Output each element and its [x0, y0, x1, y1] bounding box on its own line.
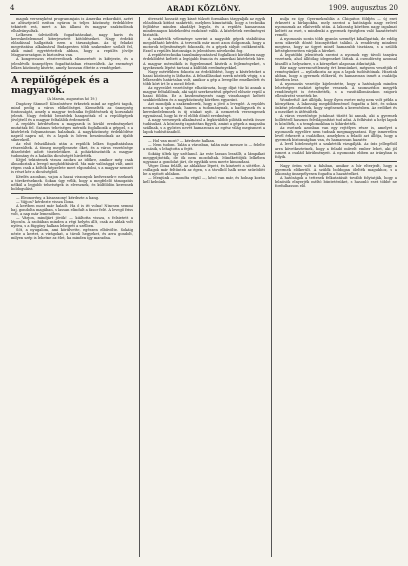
paragraph: Az egyesület vezetősége elhatározta, hogy díjat tűz ki annak a magyar feltalálónak, aki saját szerkesztésű gépével először repül a hazai földön. Ez a kezdeményezés nagy visszhangot keltett szakkörökben és a nagyközönség körében egyaránt.: [143, 85, 265, 102]
paragraph: — Nem tudom. Talán a városban, talán már messze is — felelte a másik, s lehajtotta a fejét.: [143, 143, 265, 152]
paragraph: — Vájjon? kérdezte vissza Ilona.: [16, 199, 75, 204]
paragraph: Az első felszállások után a repülők lelkes fogadtatásban részesültek. A tömeg megéljenezte őket, és a város vezetősége díszebédet adott tiszteletükre. A pohárköszöntők a magyar tudomány és a haladás dicsőségét hirdették.: [11, 142, 133, 159]
paragraph: Sokáig ültek így szótlanul. Az este lassan leszállt, a lámpákat meggyújtották, de ők nem mozdultak. Mindkettőjük lelkében ugyanaz a gondolat járt, de egyikük sem merte kimondani.: [143, 151, 265, 164]
paragraph: A szakértők véleménye szerint a nagyobb gépek stabilitása megoldható kérdés. A tervezők már most azon dolgoznak, hogy a motorok teljesítményét fokozzák, és a gépek súlyát csökkentsék. Ezzel a repülés biztonsága is jelentősen növekedni fog.: [143, 37, 265, 54]
paragraph: Azt mondják a szakemberek, hogy a jövő a levegőé. A repülés nemcsak a sportnak, hanem a tudománynak, a hadügynek és a kereskedelemnek is új utakat nyit. A nemzetek versengenek egymással, hogy ki ér el előbb döntő eredményt.: [143, 101, 265, 119]
paragraph: A város vezetősége jutalmat tűzött ki annak, aki a gyermek hollétéről hasznos felvilágosítást tud adni. A felhívást a helyi lapok is közölték, s a templomokban is kihirdették.: [275, 114, 397, 127]
column-divider: [271, 17, 272, 557]
paragraph: A nyomozás vezetője kijelentette, hogy a hatóságok minden lehetséges eszközt igénybe vesznek. A szomszédos megyék rendőrségét is értesítették, s a vasútállomásokon szigorú ellenőrzést vezettek be.: [275, 81, 397, 98]
paragraph: A nyomozás során több gyanús személyt kihallgattak, de eddig nem sikerült döntő bizonyítékot találni. A rendőrség mindent megtesz, hogy az ügyet minél hamarabb tisztázza, s a szülők kétségbeesetten várják a híreket.: [275, 37, 397, 54]
paragraph: A kertben most már haladt. Ha ő is itt volna! Nincsen semmi baj, gondolta magában, s lassan elindult a fasor felé. A levegő friss volt, a nap már lemenőben.: [11, 203, 133, 216]
article-byline: (A Marsin, augusztus hó 19.): [47, 96, 97, 101]
paragraph: Kéjjel tekintenek vissza azokra az időkre, amikor még csak álmodoztak a levegő meghódításáról. Ma már valósággá vált, amit régen csak a költők képzelete mert elgondolni, s a magyar nemzet is részt kér a dicsőségből.: [11, 158, 133, 175]
paragraph: A kongresszus résztvevőinek elismerését is kifejezte, és a jelenlévők ünnepélyes fogadtatásban részesültek. Az eseményt lelkes közönség kísérte, amely hosszan éltette a vendégeket.: [11, 57, 133, 70]
paragraph: — Várjon, mindjárt jövök! — kiáltotta vissza, s felsietett a lépcsőn. A szobában minden a régi helyén állt, csak az ablak volt nyitva, s a függöny halkan lebegett a szélben.: [11, 215, 133, 229]
column-1: [11, 17, 133, 557]
paragraph: Az esetnek azonban van egy rejtélyes része is, amelyet a nyomozók egyelőre nem tudnak megmagyarázni. Egy ismeretlen levél érkezett a családhoz, amelyben a feladó azt állítja, hogy a gyermek biztonságban van, és hamarosan hazatér.: [275, 126, 397, 143]
paragraph: Wonderful! Azt állítják, hogy ilyen esetre még nem volt példa a környéken. A lakosság megdöbbenéssel fogadta a hírt, és sokan önként jelentkeztek, hogy segítsenek a keresésben. Az erdőket és a mezőket is átfésülték.: [275, 97, 397, 115]
paragraph: A legutóbbi jelentések szerint a nyomok egy távoli tanyára vezetnek, ahol állítólag idegeneket láttak. A csendőrség azonnal kiszállt a helyszínre, s a környéket alaposan átkutatják.: [275, 53, 397, 66]
paragraph: Kérdés azonban, vajon a hazai viszonyok kedveznek-e ezeknek a törekvéseknek. Sokan úgy vélik, hogy a megfelelő támogatás nélkül a legjobb tehetségek is elvesznek, és külföldön keresnek boldogulást.: [11, 174, 133, 191]
paragraph: A repülés kérdésében a magyarok is kiváló eredményeket mutattak fel. Számos tehetséges mérnök foglalkozik a géppel, s a kísérletek folyamatosan haladnak. A nagyközönség érdeklődése napról napra nő, és a lapok is bőven beszámolnak az újabb sikerekről.: [11, 121, 133, 143]
page-number: 4: [10, 4, 15, 12]
paragraph: Nagy öröm volt a faluban, amikor a hír elterjedt, hogy a gyermek előkerült. A szülők boldogan ölelték magukhoz, s a lakosság ünnepélyesen fogadta a hazatérőket.: [275, 163, 397, 176]
paragraph: — Hol van most? — kérdezte halkan.: [148, 139, 216, 144]
paragraph: Dugáczy Sámuel! Köszöntésre érkeztek mind az egyleti tagok, mind pedig a város előkelőségei. Kiemelték az ünnepség fontosságát, amely a magyar technika fejlődésének új korszakát jelenti. Nagy érdekű beszédek hangzottak el a repülőgépek jövőjéről és a magyar feltalálók érdemeiről.: [11, 101, 133, 122]
paragraph: — Eleonorény, a kisasszony! kérdezte a hang.: [16, 195, 100, 200]
column-3: [275, 17, 397, 557]
paragraph: útvesztő hosszát egy kissé túlzott formában tárgyalják az egyik előadónak kitűnt szakértői, melyben kimutatták, hogy a technika fejlődése minden akadályt legyőz, és a repülés hamarosan mindennapos közlekedési eszközzé válik. A kísérletek eredményei biztatók.: [143, 17, 265, 38]
section-separator: [143, 136, 265, 137]
column-divider: [139, 17, 140, 557]
paragraph: Sőt, a nyugalom, ami körülvette, egészen elbűvölte. Sokáig nézte a kertet, a virágokat, a távoli hegyeket, és arra gondolt, milyen szép is lehetne az élet, ha minden így maradna.: [11, 228, 133, 241]
masthead: ARADI KÖZLÖNY.: [167, 4, 241, 13]
section-separator: [275, 161, 397, 162]
paragraph: Bár nagy szerencsétlenség ért bennünket, mégsem veszítjük el reményünket — nyilatkozta az apa a lapok tudósítóinak. Hiszünk abban, hogy a gyermek előkerül, és hamarosan ismét a családja körében lesz.: [275, 65, 397, 82]
header-rule: [10, 14, 398, 15]
paragraph: A levél hitelességét a szakértők vizsgálják. Az írás jellegéből arra következtetnek, hogy a feladó művelt ember lehet, aki jól ismeri a család körülményeit. A nyomozás ebben az irányban is folyik.: [275, 142, 397, 159]
paragraph: Végre Ilona felállt, az ablakhoz lépett, és kinézett a sötétbe. A csillagok már feltűntek az égen, s a távolból halk zene szűrődött be a nyitott ablakon.: [143, 163, 265, 176]
section-separator: [11, 193, 133, 194]
column-2: [143, 17, 265, 557]
paragraph: nulja ez így. Gyermekrablás a Chiquitos földjén — új eset érkezett a hírlapokba, mely szerint a hatóságok nagy erővel nyomoznak az elkövetők után. A lakosság körében nagy izgalmat keltett az eset, s mindenki a gyermek épségben való hazatérését reméli.: [275, 17, 397, 38]
paragraph: A repüléstechnika tanulmányozásával foglalkozó körökben nagy érdeklődést keltett a legújabb francia és amerikai kísérletek híre. A magyar mérnökök is figyelemmel kísérik a fejleményeket, s igyekeznek lépést tartani a külföldi eredményekkel.: [143, 53, 265, 70]
article-title: A repülőgépek és a magyarok.: [11, 74, 110, 96]
paragraph: — Menjünk — mondta végül —, késő van már, és holnap korán kell kelnünk.: [143, 175, 265, 184]
paragraph: Lelkesen üdvözölték fogadtatásukat, nagy haris és kereskedelemmel kiterjesztett kötődéseiket. Nagy érdekű előadással hallgattak ezen a társaságban. Az új feladat megvitatása alkalmával Budapesten több szakember szólalt fel, akik mind egyetértettek abban, hogy a repülés jövője Magyarországon is biztosítva van.: [11, 33, 133, 58]
section-separator: [11, 72, 133, 73]
paragraph: A nagy versenyek alkalmával a legkiválóbb pilóták mérik össze tudásukat. A közönség izgatottan figyeli, amint a gépek a magasba szállnak, s a győztes nevét hamarosan az egész világ megismeri a lapok tudósításaiból.: [143, 118, 265, 135]
paragraph: A hatóságok a tettesek felkutatását tovább folytatják, hogy a bűnösök elnyerjék méltó büntetésüket, s hasonló eset többé ne fordulhasson elő.: [275, 175, 397, 188]
paragraph: Nagy mértékben fokozta az érdeklődést, hogy a kísérleteket a hazai közönség is láthatta. A felszállásokat ezrek nézték végig, s a lelkesedés határtalan volt, amikor a gép a levegőbe emelkedett és több kört írt le a mező felett.: [143, 69, 265, 86]
paragraph: maguk versenyként programmjain is Amerika rekordiáit, azért az altisztjeiről ezúton nyáron is teljes közönség érdeklődve tekintett reá, mert a kis állami és magyar szaktudósok elhalványultak.: [11, 17, 133, 34]
issue-date: 1909. augusztus 20: [328, 4, 398, 12]
